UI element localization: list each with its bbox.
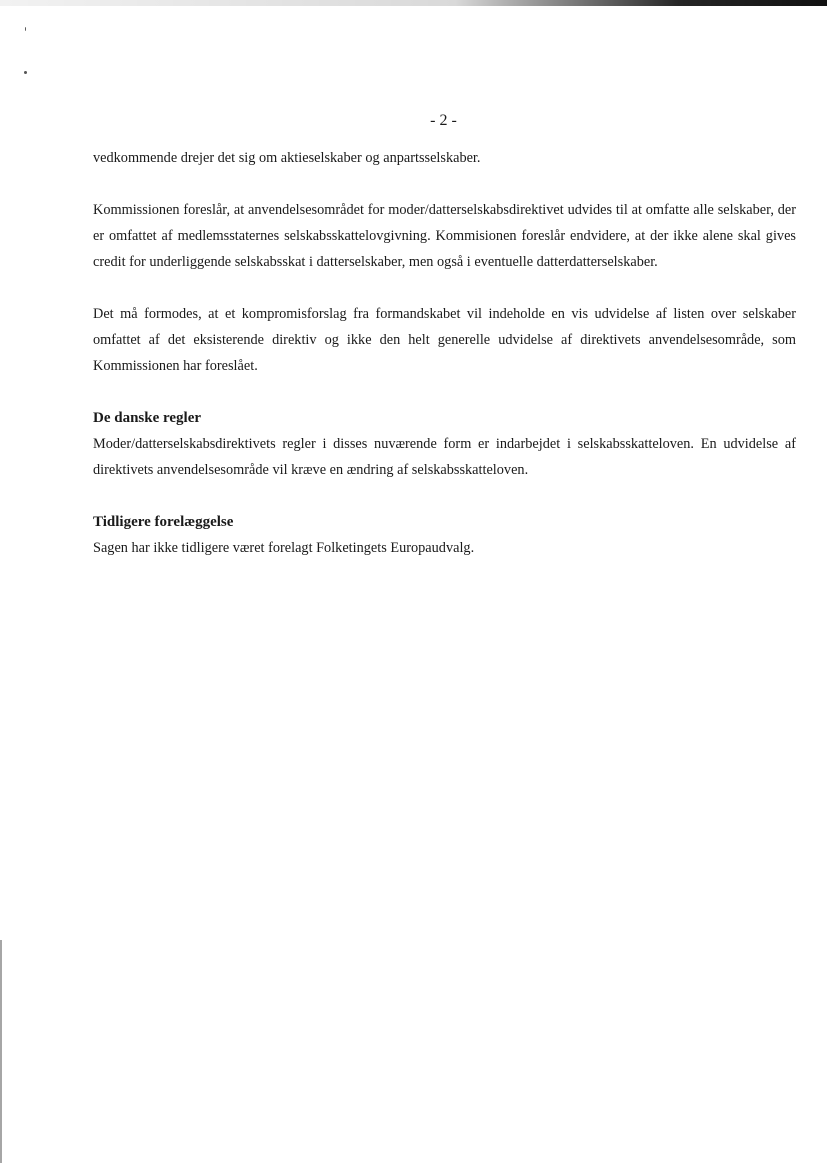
proposal-paragraph: Kommissionen foreslår, at anvendelsesområdet for moder/datterselskabsdirektivet udvides til at omfatte alle selskaber, der er omfattet af medlemsstaternes selskabsskattelovgivning. Kommisionen foreslår endvidere, at der ikke alene skal gives credit for underliggende selskabsskat i datterselskaber, men også i eventuelle datterdatterselskaber.	[93, 202, 796, 270]
previous-submission-paragraph: Sagen har ikke tidligere været forelagt Folketingets Europaudvalg.	[93, 540, 475, 556]
page-number: - 2 -	[430, 112, 457, 129]
scan-left-edge	[0, 940, 2, 1163]
danish-rules-paragraph: Moder/datterselskabsdirektivets regler i disses nuværende form er indarbejdet i selskabsskatteloven. En udvidelse af direktivets anvendelsesområde vil kræve en ændring af selskabsskatteloven.	[93, 436, 796, 478]
previous-submission-heading: Tidligere forelæggelse	[93, 514, 234, 530]
compromise-paragraph: Det må formodes, at et kompromisforslag fra formandskabet vil indeholde en vis udvidelse af listen over selskaber omfattet af det eksisterende direktiv og ikke den helt generelle udvidelse af direktivets anvendelsesområde, som Kommissionen har foreslået.	[93, 306, 796, 374]
scan-speck	[25, 27, 26, 31]
document-body	[93, 145, 796, 561]
scan-top-edge	[0, 0, 827, 6]
intro-paragraph: vedkommende drejer det sig om aktieselskaber og anpartsselskaber.	[93, 150, 481, 166]
scan-speck	[24, 71, 27, 74]
danish-rules-heading: De danske regler	[93, 410, 202, 426]
